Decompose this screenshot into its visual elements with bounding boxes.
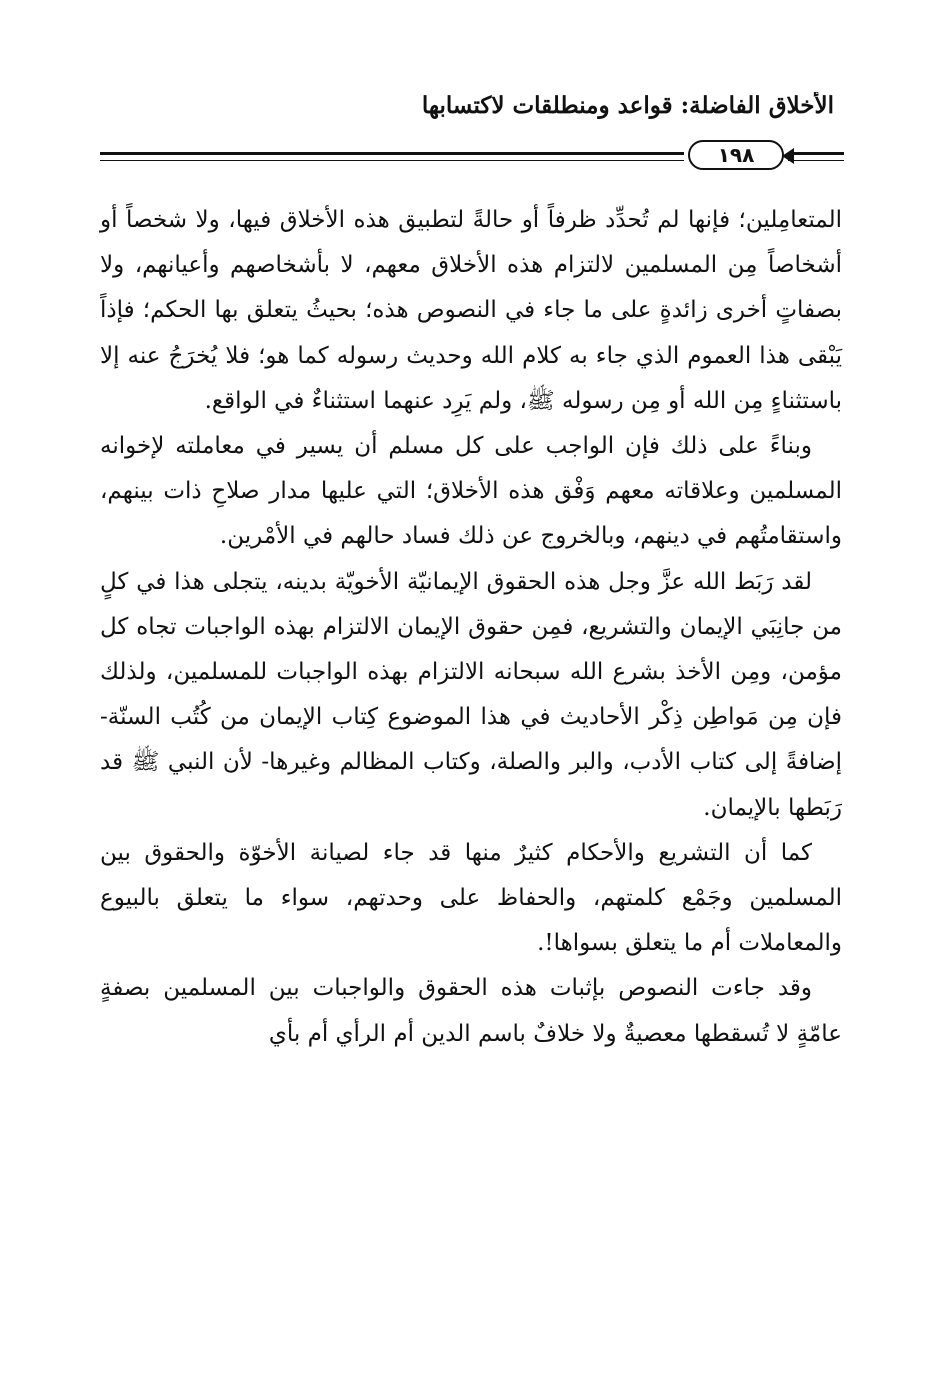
body-text <box>100 198 842 1057</box>
header-rule <box>100 140 844 174</box>
page-number: ١٩٨ <box>688 140 784 170</box>
paragraph-5: وقد جاءت النصوص بإثبات هذه الحقوق والواجبات بين المسلمين بصفةٍ عامّةٍ لا تُسقطها معصيةٌ ولا خلافٌ باسم الدين أم الرأي أم بأي <box>100 975 842 1047</box>
running-header-title: الأخلاق الفاضلة: قواعد ومنطلقات لاكتسابها <box>421 92 834 119</box>
paragraph-4: كما أن التشريع والأحكام كثيرٌ منها قد جاء لصيانة الأخوّة والحقوق بين المسلمين وجَمْع كلمتهم، والحفاظ على وحدتهم، سواء ما يتعلق بالبيوع والمعاملات أم ما يتعلق بسواها!. <box>100 839 842 957</box>
paragraph-2: وبناءً على ذلك فإن الواجب على كل مسلم أن يسير في معاملته لإخوانه المسلمين وعلاقاته معهم وَفْق هذه الأخلاق؛ التي عليها مدار صلاحِ ذات بينهم، واستقامتُهم في دينهم، وبالخروج عن ذلك فساد حالهم في الأمْرين. <box>100 433 842 550</box>
header-rule-right-lines <box>788 152 844 161</box>
paragraph-3: لقد رَبَط الله عزَّ وجل هذه الحقوق الإيمانيّة الأخويّة بدينه، يتجلى هذا في كلٍ من جانِبَي الإيمان والتشريع، فمِن حقوق الإيمان الالتزام بهذه الواجبات تجاه كل مؤمن، ومِن الأخذ بشرع الله سبحانه الالتزام بهذه الواجبات للمسلمين، ولذلك فإن مِن مَواطِن ذِكْر الأحاديث في هذا الموضوع كِتاب الإيمان من كُتُب السنّة-إضافةً إلى كتاب الأدب، والبر والصلة، وكتاب المظالم وغيرها- لأن النبي ﷺ قد رَبَطها بالإيمان. <box>100 568 842 821</box>
paragraph-1: المتعامِلين؛ فإنها لم تُحدِّد ظرفاً أو حالةً لتطبيق هذه الأخلاق فيها، ولا شخصاً أو أشخاصاً مِن المسلمين لالتزام هذه الأخلاق معهم، لا بأشخاصهم وأعيانهم، ولا بصفاتٍ أخرى زائدةٍ على ما جاء في النصوص هذه؛ بحيثُ يتعلق بها الحكم؛ فإذاً يَبْقى هذا العموم الذي جاء به كلام الله وحديث رسوله كما هو؛ فلا يُخرَجُ عنه إلا باستثناءٍ مِن الله أو مِن رسوله ﷺ، ولم يَرِد عنهما استثناءٌ في الواقع. <box>100 207 842 414</box>
header-rule-left-lines <box>100 152 684 161</box>
